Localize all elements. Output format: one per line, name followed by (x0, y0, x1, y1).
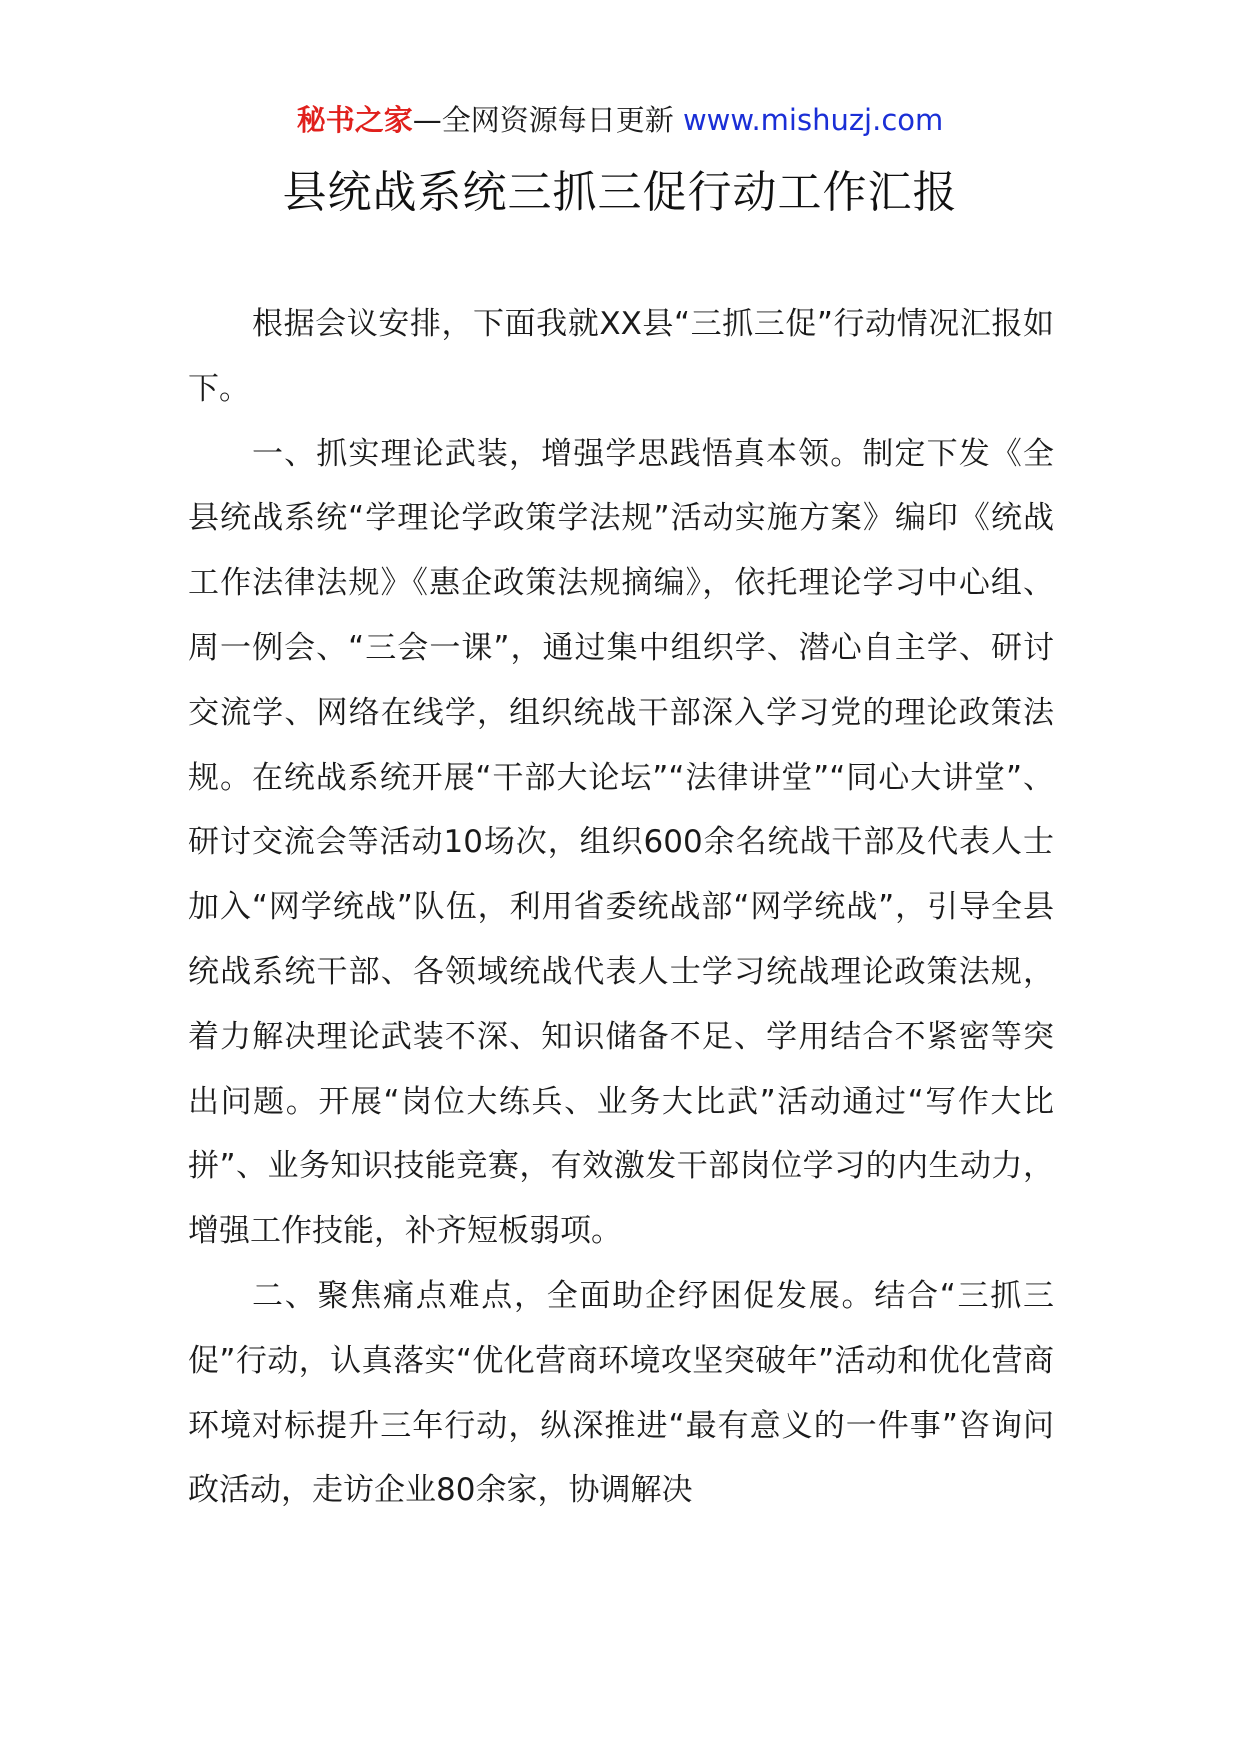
body-paragraph-section-1: 一、抓实理论武装，增强学思践悟真本领。制定下发《全县统战系统“学理论学政策学法规”活动实施方案》编印《统战工作法律法规》《惠企政策法规摘编》，依托理论学习中心组、周一例会、“三会一课”，通过集中组织学、潜心自主学、研讨交流学、网络在线学，组织统战干部深入学习党的理论政策法规。在统战系统开展“干部大论坛”“法律讲堂”“同心大讲堂”、研讨交流会等活动10场次，组织600余名统战干部及代表人士加入“网学统战”队伍，利用省委统战部“网学统战”，引导全县统战系统干部、各领域统战代表人士学习统战理论政策法规，着力解决理论武装不深、知识储备不足、学用结合不紧密等突出问题。开展“岗位大练兵、业务大比武”活动通过“写作大比拼”、业务知识技能竞赛，有效激发干部岗位学习的内生动力，增强工作技能，补齐短板弱项。 (188, 435, 1054, 1250)
header-tagline: —全网资源每日更新 (412, 103, 683, 137)
site-header (0, 100, 1240, 140)
site-url-link[interactable]: www.mishuzj.com (682, 103, 944, 137)
body-paragraph-section-2: 二、聚焦痛点难点，全面助企纾困促发展。结合“三抓三促”行动，认真落实“优化营商环境攻坚突破年”活动和优化营商环境对标提升三年行动，纵深推进“最有意义的一件事”咨询问政活动，走访企业80余家，协调解决 (188, 1277, 1054, 1509)
document-body (188, 292, 1054, 1523)
brand-name: 秘书之家 (296, 103, 413, 137)
body-paragraph-intro: 根据会议安排，下面我就XX县“三抓三促”行动情况汇报如下。 (188, 306, 1054, 407)
document-title: 县统战系统三抓三促行动工作汇报 (282, 167, 958, 218)
